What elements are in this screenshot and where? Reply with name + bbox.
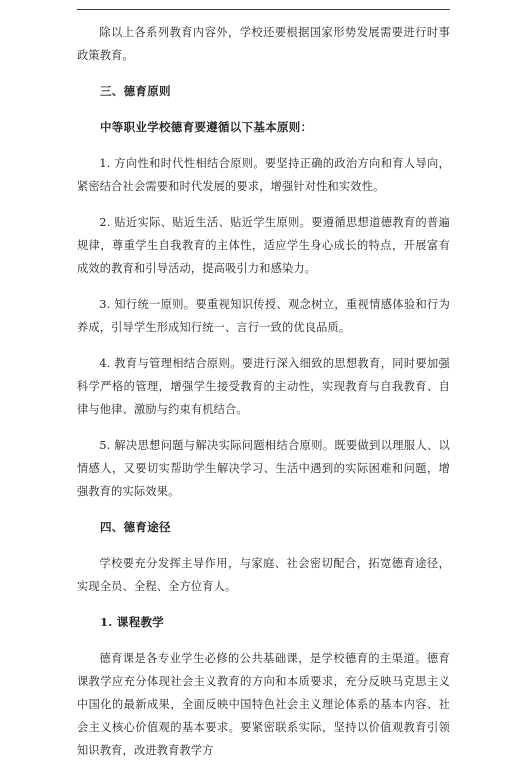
principle-1: 1. 方向性和时代性相结合原则。要坚持正确的政治方向和育人导向，紧密结合社会需要和时代发展的要求，增强针对性和实效性。 bbox=[77, 157, 450, 193]
subsection-1-heading: 1. 课程教学 bbox=[100, 615, 165, 629]
header-rule bbox=[77, 9, 450, 10]
principles-lead: 中等职业学校德育要遵循以下基本原则： bbox=[100, 120, 313, 134]
principle-3: 3. 知行统一原则。要重视知识传授、观念树立，重视情感体验和行为养成，引导学生形成知行统一、言行一致的优良品质。 bbox=[77, 298, 450, 334]
course-paragraph: 德育课是各专业学生必修的公共基础课，是学校德育的主渠道。德育课教学应充分体现社会主义教育的方向和本质要求，充分反映马克思主义中国化的最新成果，全面反映中国特色社会主义理论体系的基本内容、社会主义核心价值观的基本要求。要紧密联系实际，坚持以价值观教育引领知识教育，改进教育教学方 bbox=[77, 652, 450, 757]
principle-2: 2. 贴近实际、贴近生活、贴近学生原则。要遵循思想道德教育的普遍规律，尊重学生自我教育的主体性，适应学生身心成长的特点，开展富有成效的教育和引导活动，提高吸引力和感染力。 bbox=[77, 216, 450, 275]
document-body bbox=[77, 21, 450, 762]
section-three-heading: 三、德育原则 bbox=[100, 84, 171, 98]
intro-paragraph: 除以上各系列教育内容外，学校还要根据国家形势发展需要进行时事政策教育。 bbox=[77, 26, 450, 62]
principle-5: 5. 解决思想问题与解决实际问题相结合原则。既要做到以理服人、以情感人，又要切实帮助学生解决学习、生活中遇到的实际困难和问题，增强教育的实际效果。 bbox=[77, 439, 450, 498]
principle-4: 4. 教育与管理相结合原则。要进行深入细致的思想教育，同时要加强科学严格的管理，增强学生接受教育的主动性，实现教育与自我教育、自律与他律、激励与约束有机结合。 bbox=[77, 357, 450, 416]
section-four-heading: 四、德育途径 bbox=[100, 520, 171, 534]
pathways-paragraph: 学校要充分发挥主导作用，与家庭、社会密切配合，拓宽德育途径，实现全员、全程、全方位育人。 bbox=[77, 557, 450, 593]
